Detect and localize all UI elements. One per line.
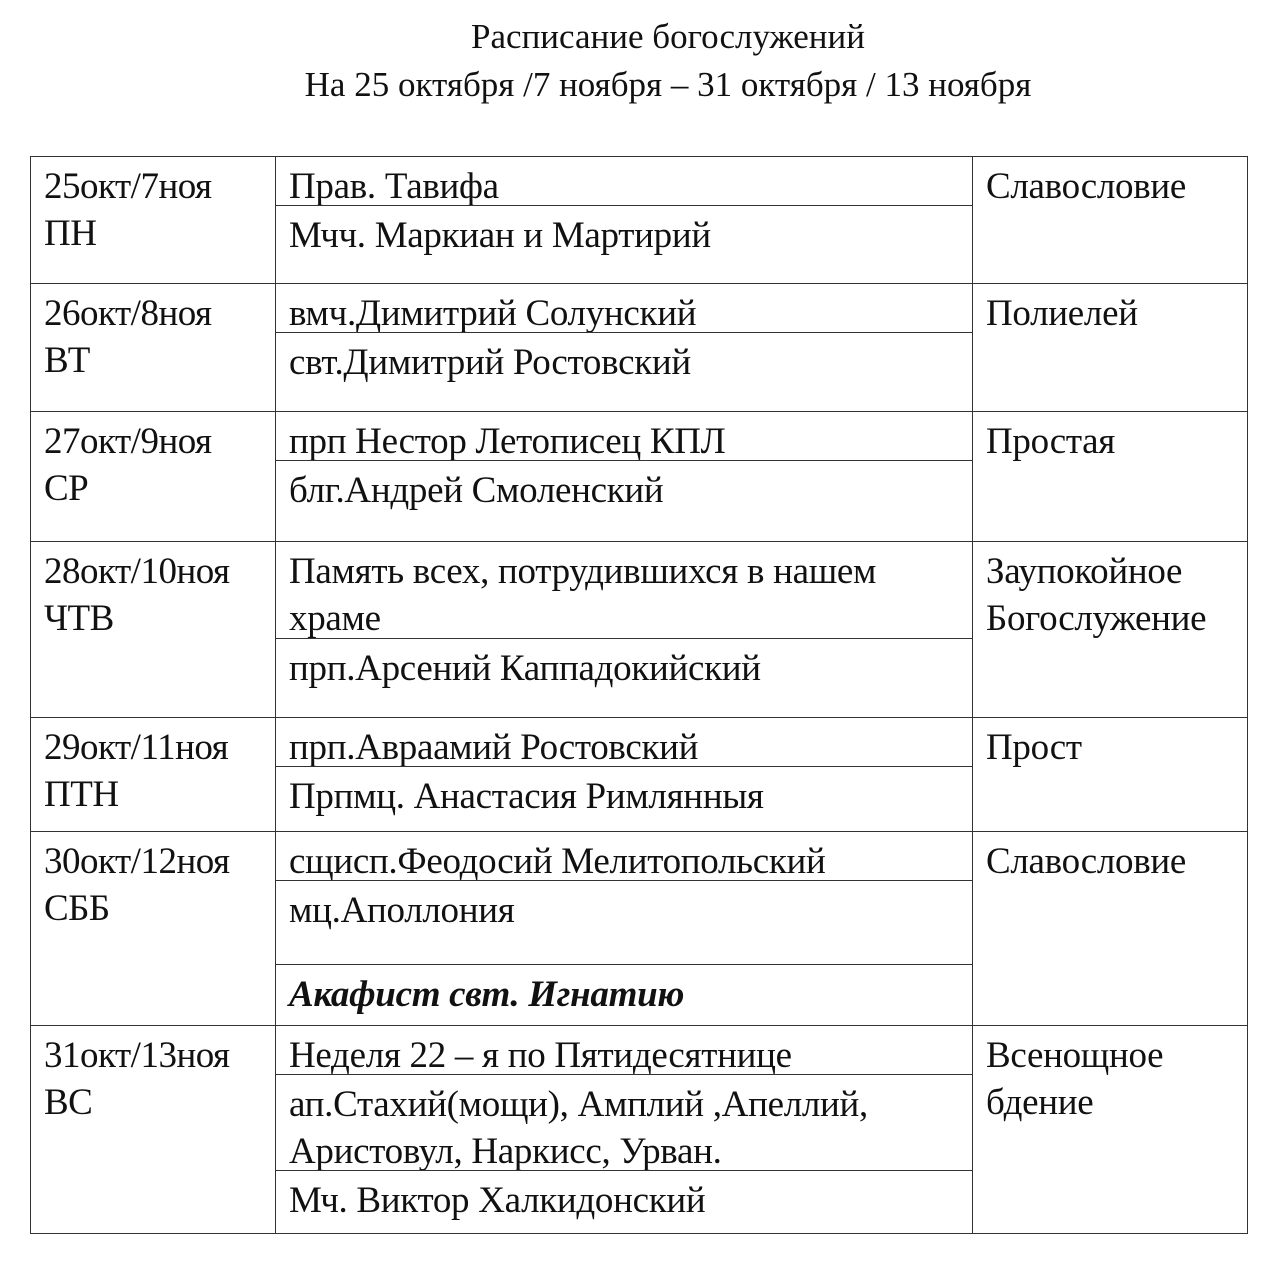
service-label: Славословие bbox=[986, 166, 1186, 207]
date-cell bbox=[31, 412, 276, 541]
event-item: Память всех, потрудившихся в нашем храме bbox=[289, 551, 877, 639]
events-cell bbox=[276, 157, 973, 283]
events-cell bbox=[276, 832, 973, 1025]
events-cell bbox=[276, 542, 973, 717]
service-cell bbox=[973, 542, 1247, 717]
table-row bbox=[31, 541, 1247, 717]
date-cell bbox=[31, 542, 276, 717]
event-item: сщисп.Феодосий Мелитопольский bbox=[289, 841, 826, 882]
date-label: 26окт/8ноя bbox=[44, 293, 212, 334]
service-label: бдение bbox=[986, 1082, 1094, 1123]
events-cell bbox=[276, 1026, 973, 1233]
weekday-label: СББ bbox=[44, 888, 110, 929]
service-label: Богослужение bbox=[986, 598, 1207, 639]
table-row bbox=[31, 717, 1247, 831]
service-label: Простая bbox=[986, 421, 1116, 462]
weekday-label: СР bbox=[44, 468, 89, 509]
table-row bbox=[31, 831, 1247, 1025]
event-item: вмч.Димитрий Солунский bbox=[289, 293, 697, 334]
event-item: свт.Димитрий Ростовский bbox=[276, 332, 972, 412]
event-item: блг.Андрей Смоленский bbox=[276, 460, 972, 542]
events-cell bbox=[276, 718, 973, 831]
table-row bbox=[31, 1025, 1247, 1233]
table-row bbox=[31, 157, 1247, 283]
service-label: Прост bbox=[986, 727, 1082, 768]
event-item: прп.Авраамий Ростовский bbox=[289, 727, 699, 768]
event-item: мц.Аполлония bbox=[276, 880, 972, 964]
date-label: 30окт/12ноя bbox=[44, 841, 230, 882]
event-item: прп.Арсений Каппадокийский bbox=[276, 638, 972, 718]
weekday-label: ПН bbox=[44, 213, 97, 254]
event-item: Прпмц. Анастасия Римлянныя bbox=[276, 766, 972, 832]
service-cell bbox=[973, 1026, 1247, 1233]
date-label: 29окт/11ноя bbox=[44, 727, 229, 768]
weekday-label: ПТН bbox=[44, 774, 119, 815]
date-cell bbox=[31, 157, 276, 283]
weekday-label: ЧТВ bbox=[44, 598, 114, 639]
service-label: Заупокойное bbox=[986, 551, 1183, 592]
date-label: 27окт/9ноя bbox=[44, 421, 212, 462]
date-label: 28окт/10ноя bbox=[44, 551, 230, 592]
date-cell bbox=[31, 832, 276, 1025]
service-cell bbox=[973, 412, 1247, 541]
page-subtitle-period: На 25 октября /7 ноября – 31 октября / 13 ноября bbox=[304, 65, 1032, 104]
events-cell bbox=[276, 412, 973, 541]
service-label: Всенощное bbox=[986, 1035, 1164, 1076]
service-cell bbox=[973, 832, 1247, 1025]
akathist-item: Акафист свт. Игнатию bbox=[276, 964, 972, 1026]
event-item: Прав. Тавифа bbox=[289, 166, 499, 207]
table-row bbox=[31, 411, 1247, 541]
date-cell bbox=[31, 284, 276, 411]
event-item: Мчч. Маркиан и Мартирий bbox=[276, 205, 972, 283]
service-cell bbox=[973, 284, 1247, 411]
event-item: Неделя 22 – я по Пятидесятнице bbox=[289, 1035, 792, 1076]
event-item: прп Нестор Летописец КПЛ bbox=[289, 421, 726, 462]
events-cell bbox=[276, 284, 973, 411]
page-title: Расписание богослужений bbox=[471, 17, 865, 56]
table-row bbox=[31, 283, 1247, 411]
weekday-label: ВТ bbox=[44, 340, 90, 381]
service-label: Полиелей bbox=[986, 293, 1138, 334]
event-item: Мч. Виктор Халкидонский bbox=[276, 1170, 972, 1234]
date-label: 25окт/7ноя bbox=[44, 166, 212, 207]
schedule-table bbox=[30, 156, 1248, 1234]
service-cell bbox=[973, 718, 1247, 831]
service-label: Славословие bbox=[986, 841, 1186, 882]
service-cell bbox=[973, 157, 1247, 283]
date-cell bbox=[31, 718, 276, 831]
date-cell bbox=[31, 1026, 276, 1233]
date-label: 31окт/13ноя bbox=[44, 1035, 230, 1076]
weekday-label: ВС bbox=[44, 1082, 93, 1123]
event-item: ап.Стахий(мощи), Амплий ,Апеллий, Аристовул, Наркисс, Урван. bbox=[276, 1074, 972, 1170]
